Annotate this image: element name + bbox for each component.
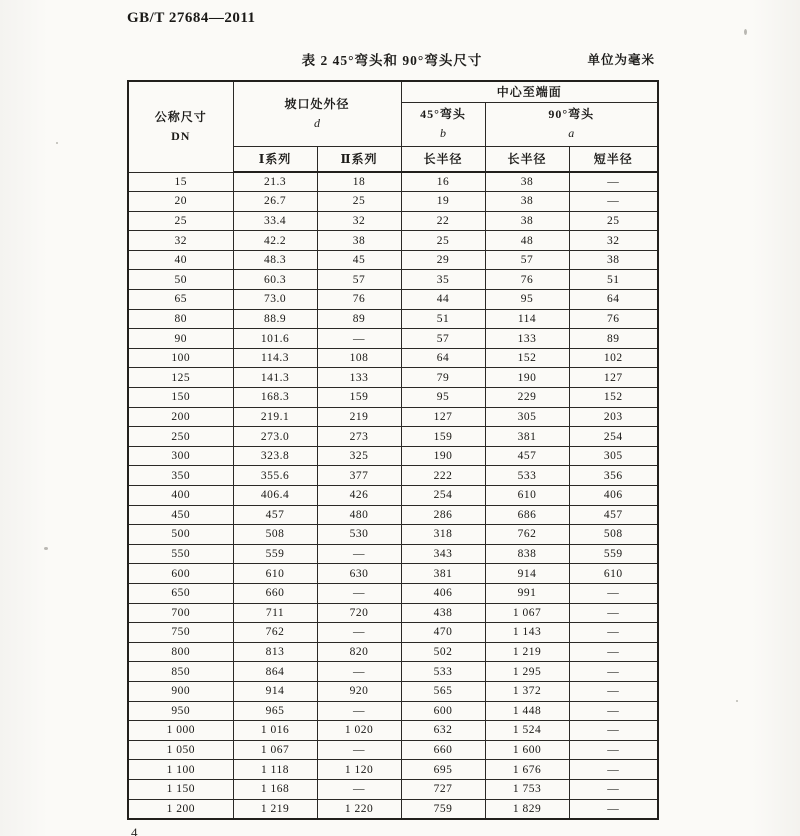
table-cell: 610 [569,564,658,584]
table-cell: 1 100 [128,760,233,780]
table-cell: 25 [569,211,658,231]
table-cell: 29 [401,250,485,270]
table-cell: 343 [401,544,485,564]
header-long-radius-45: 长半径 [401,146,485,172]
table-cell: 800 [128,642,233,662]
unit-note: 单位为毫米 [587,53,655,67]
header-long-radius-90: 长半径 [485,146,569,172]
table-row [128,701,658,721]
table-cell: 864 [233,662,317,682]
table-cell: 1 524 [485,721,569,741]
table-row [128,779,658,799]
table-cell: 168.3 [233,388,317,408]
table-cell: 632 [401,721,485,741]
table-row [128,642,658,662]
table-cell: 813 [233,642,317,662]
scan-noise-speck [736,700,738,702]
table-cell: 159 [401,427,485,447]
table-row [128,486,658,506]
table-row [128,799,658,819]
table-cell: — [569,192,658,212]
table-cell: 502 [401,642,485,662]
table-cell: 820 [317,642,401,662]
table-cell: 76 [485,270,569,290]
table-cell: 920 [317,681,401,701]
table-row [128,721,658,741]
header-elbow-45-symbol: b [440,126,447,140]
table-cell: 426 [317,486,401,506]
table-cell: 457 [485,446,569,466]
table-cell: 219.1 [233,407,317,427]
table-cell: 1 143 [485,623,569,643]
table-row [128,309,658,329]
table-cell: 350 [128,466,233,486]
table-cell: 273 [317,427,401,447]
table-cell: 686 [485,505,569,525]
table-row [128,446,658,466]
table-row [128,427,658,447]
table-cell: 95 [401,388,485,408]
header-nominal-size [128,81,233,172]
table-cell: 100 [128,348,233,368]
table-row [128,407,658,427]
table-cell: 22 [401,211,485,231]
table-cell: 32 [317,211,401,231]
table-row [128,388,658,408]
table-cell: — [317,329,401,349]
table-row [128,583,658,603]
table-row [128,603,658,623]
table-cell: 1 150 [128,779,233,799]
table-cell: 32 [128,231,233,251]
table-cell: 89 [317,309,401,329]
table-cell: 991 [485,583,569,603]
table-cell: 1 676 [485,760,569,780]
table-cell: 508 [233,525,317,545]
table-cell: 33.4 [233,211,317,231]
table-cell: 159 [317,388,401,408]
table-cell: 32 [569,231,658,251]
table-cell: 406 [569,486,658,506]
header-elbow-45-label: 45°弯头 [420,107,466,122]
table-cell: 51 [401,309,485,329]
table-cell: 57 [401,329,485,349]
table-row [128,505,658,525]
table-row [128,760,658,780]
table-cell: 610 [233,564,317,584]
header-row-1 [128,81,658,102]
table-cell: 1 295 [485,662,569,682]
table-cell: 48.3 [233,250,317,270]
standard-number: GB/T 27684—2011 [127,10,256,26]
table-cell: 222 [401,466,485,486]
table-cell: 108 [317,348,401,368]
header-elbow-90-label: 90°弯头 [548,107,595,122]
table-cell: 89 [569,329,658,349]
table-cell: — [569,721,658,741]
table-cell: 19 [401,192,485,212]
table-cell: 152 [485,348,569,368]
table-cell: 64 [569,290,658,310]
table-cell: 762 [485,525,569,545]
table-row [128,544,658,564]
table-cell: 914 [485,564,569,584]
table-cell: 480 [317,505,401,525]
table-cell: 450 [128,505,233,525]
table-cell: 125 [128,368,233,388]
table-cell: 190 [401,446,485,466]
table-cell: 600 [128,564,233,584]
table-cell: 152 [569,388,658,408]
table-cell: 660 [233,583,317,603]
table-cell: — [569,701,658,721]
table-cell: — [569,603,658,623]
table-cell: 759 [401,799,485,819]
table-cell: 323.8 [233,446,317,466]
table-cell: — [317,701,401,721]
table-cell: 57 [317,270,401,290]
table-cell: 60.3 [233,270,317,290]
table-cell: 695 [401,760,485,780]
table-cell: 101.6 [233,329,317,349]
table-row [128,270,658,290]
table-cell: 15 [128,172,233,192]
table-cell: 900 [128,681,233,701]
table-cell: 1 200 [128,799,233,819]
table-cell: 48 [485,231,569,251]
table-row [128,368,658,388]
table-row [128,211,658,231]
table-cell: 711 [233,603,317,623]
table-cell: 1 220 [317,799,401,819]
table-cell: 21.3 [233,172,317,192]
table-cell: 305 [569,446,658,466]
table-cell: 1 219 [485,642,569,662]
table-row [128,681,658,701]
table-row [128,662,658,682]
table-cell: 750 [128,623,233,643]
table-cell: 40 [128,250,233,270]
table-cell: 254 [569,427,658,447]
table-cell: 25 [317,192,401,212]
elbow-dimensions-table [127,80,659,820]
header-outer-diameter [233,81,401,146]
table-cell: 965 [233,701,317,721]
table-caption: 表 2 45°弯头和 90°弯头尺寸 [301,53,483,68]
table-cell: 1 118 [233,760,317,780]
table-cell: 102 [569,348,658,368]
table-row [128,525,658,545]
table-cell: 1 067 [233,740,317,760]
table-cell: 300 [128,446,233,466]
table-cell: 550 [128,544,233,564]
page-number: 4 [131,825,138,836]
table-cell: 64 [401,348,485,368]
header-nominal-size-symbol: DN [171,128,191,143]
table-cell: 114 [485,309,569,329]
table-cell: 57 [485,250,569,270]
table-cell: — [317,662,401,682]
table-cell: 600 [401,701,485,721]
table-cell: 141.3 [233,368,317,388]
table-row [128,466,658,486]
table-cell: — [569,642,658,662]
table-cell: 18 [317,172,401,192]
table-cell: 381 [485,427,569,447]
table-cell: 1 120 [317,760,401,780]
table-cell: 190 [485,368,569,388]
table-cell: — [317,779,401,799]
scan-noise-speck [44,547,48,550]
table-cell: — [569,623,658,643]
table-cell: 650 [128,583,233,603]
table-cell: 1 753 [485,779,569,799]
table-row [128,192,658,212]
table-cell: 45 [317,250,401,270]
table-cell: — [569,760,658,780]
header-outer-diameter-symbol: d [314,115,320,130]
table-cell: 219 [317,407,401,427]
table-cell: 1 219 [233,799,317,819]
table-cell: — [317,583,401,603]
table-cell: 720 [317,603,401,623]
table-cell: 762 [233,623,317,643]
table-row [128,348,658,368]
table-cell: 25 [128,211,233,231]
table-cell: 850 [128,662,233,682]
table-cell: 76 [317,290,401,310]
table-cell: 533 [401,662,485,682]
table-cell: 88.9 [233,309,317,329]
table-body [128,172,658,819]
table-cell: 457 [569,505,658,525]
table-row [128,250,658,270]
table-cell: — [569,740,658,760]
table-cell: 727 [401,779,485,799]
table-cell: 356 [569,466,658,486]
table-cell: 51 [569,270,658,290]
table-cell: 42.2 [233,231,317,251]
table-cell: 254 [401,486,485,506]
table-cell: 95 [485,290,569,310]
table-row [128,290,658,310]
table-cell: 38 [317,231,401,251]
scan-noise-speck [744,29,747,35]
table-cell: 355.6 [233,466,317,486]
table-cell: 559 [233,544,317,564]
header-series-2: Ⅱ系列 [317,146,401,172]
table-cell: — [569,172,658,192]
header-center-to-end: 中心至端面 [401,81,658,102]
table-cell: 127 [569,368,658,388]
table-cell: 400 [128,486,233,506]
table-cell: 1 050 [128,740,233,760]
table-row [128,740,658,760]
table-cell: 305 [485,407,569,427]
table-cell: 1 168 [233,779,317,799]
table-cell: 133 [485,329,569,349]
table-cell: 16 [401,172,485,192]
table-cell: 80 [128,309,233,329]
table-row [128,623,658,643]
header-short-radius-90: 短半径 [569,146,658,172]
table-cell: 559 [569,544,658,564]
table-cell: 565 [401,681,485,701]
table-cell: 325 [317,446,401,466]
table-cell: 114.3 [233,348,317,368]
table-cell: 318 [401,525,485,545]
table-row [128,329,658,349]
table-cell: 500 [128,525,233,545]
table-cell: 457 [233,505,317,525]
table-cell: 76 [569,309,658,329]
table-cell: — [569,779,658,799]
table-cell: 229 [485,388,569,408]
table-cell: — [317,544,401,564]
table-cell: 203 [569,407,658,427]
table-cell: 533 [485,466,569,486]
table-cell: 286 [401,505,485,525]
table-cell: 1 016 [233,721,317,741]
table-cell: 630 [317,564,401,584]
table-cell: 508 [569,525,658,545]
table-cell: 133 [317,368,401,388]
table-cell: 660 [401,740,485,760]
table-cell: 44 [401,290,485,310]
table-cell: 381 [401,564,485,584]
header-elbow-45 [401,102,485,146]
table-cell: 530 [317,525,401,545]
table-cell: — [569,799,658,819]
table-header [128,81,658,172]
table-cell: 700 [128,603,233,623]
table-cell: 65 [128,290,233,310]
table-cell: 1 067 [485,603,569,623]
table-cell: 73.0 [233,290,317,310]
table-cell: 200 [128,407,233,427]
header-nominal-size-label: 公称尺寸 [154,110,207,125]
table-cell: 127 [401,407,485,427]
table-cell: 838 [485,544,569,564]
table-cell: 38 [569,250,658,270]
table-cell: 79 [401,368,485,388]
table-cell: 90 [128,329,233,349]
table-cell: 610 [485,486,569,506]
table-row [128,564,658,584]
table-cell: — [569,662,658,682]
header-series-1: Ⅰ系列 [233,146,317,172]
table-cell: 50 [128,270,233,290]
table-cell: 1 020 [317,721,401,741]
header-elbow-90 [485,102,658,146]
table-cell: 20 [128,192,233,212]
table-cell: 1 448 [485,701,569,721]
table-cell: 38 [485,172,569,192]
table-cell: 470 [401,623,485,643]
table-row [128,172,658,192]
table-cell: 38 [485,211,569,231]
table-cell: 406.4 [233,486,317,506]
table-row [128,231,658,251]
header-elbow-90-symbol: a [568,126,575,140]
table-cell: 1 600 [485,740,569,760]
table-cell: — [317,740,401,760]
table-cell: 26.7 [233,192,317,212]
table-cell: 35 [401,270,485,290]
table-caption-row [127,49,657,67]
table-cell: 273.0 [233,427,317,447]
table-cell: 150 [128,388,233,408]
table-cell: 38 [485,192,569,212]
table-cell: 438 [401,603,485,623]
table-cell: 1 000 [128,721,233,741]
table-cell: 1 829 [485,799,569,819]
table-cell: — [317,623,401,643]
table-cell: 377 [317,466,401,486]
table-cell: — [569,583,658,603]
table-cell: 914 [233,681,317,701]
table-cell: 1 372 [485,681,569,701]
scan-noise-speck [56,142,58,144]
table-cell: 406 [401,583,485,603]
table-cell: 25 [401,231,485,251]
table-cell: 950 [128,701,233,721]
header-outer-diameter-label: 坡口处外径 [284,97,350,112]
table-cell: — [569,681,658,701]
table-cell: 250 [128,427,233,447]
